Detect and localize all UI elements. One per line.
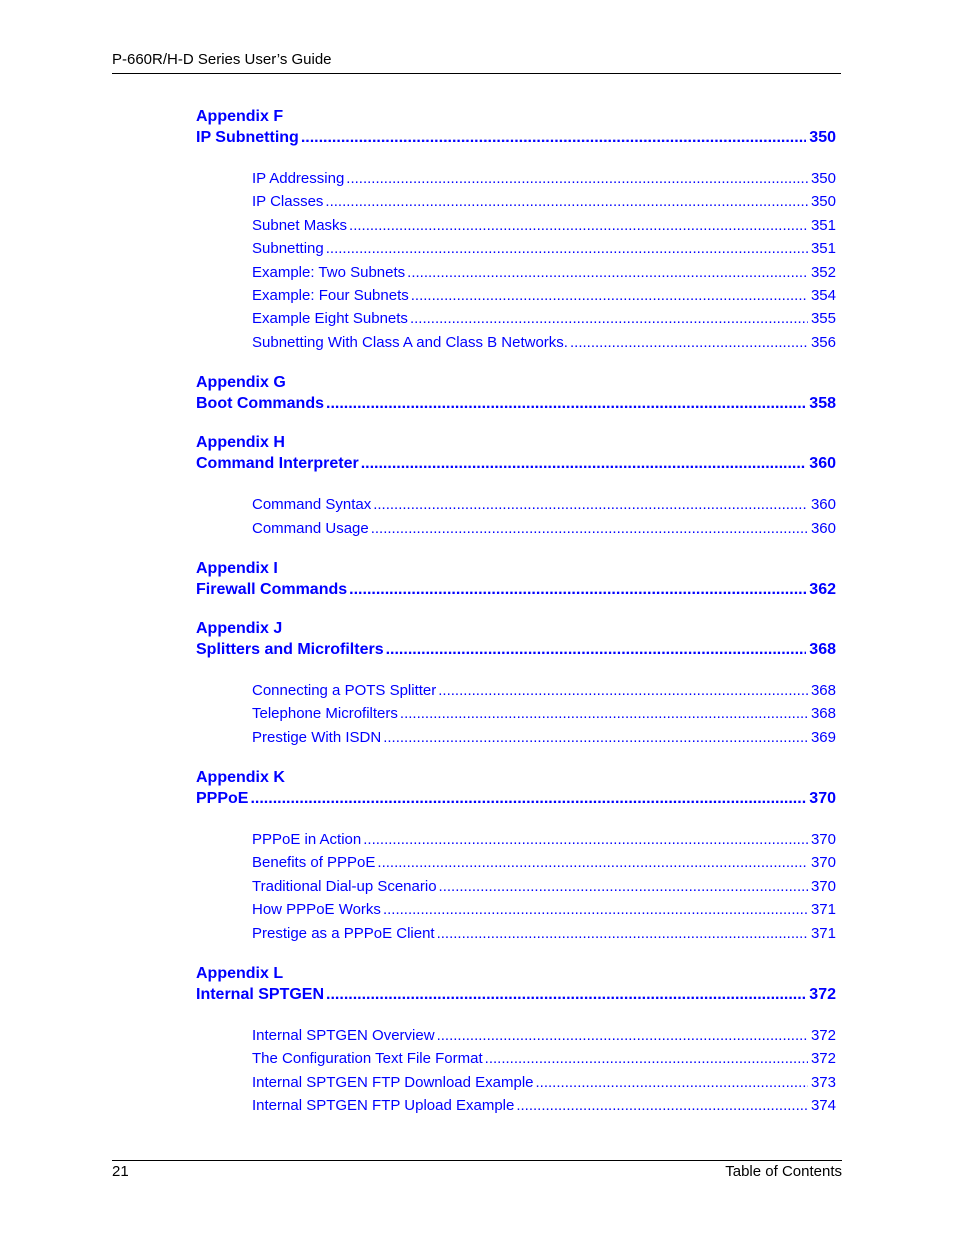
toc-entry-link[interactable] [252,1094,836,1117]
dot-leader [363,828,808,851]
toc-entry-link[interactable] [252,167,836,190]
toc-entry-link[interactable] [252,726,836,749]
toc-entry-page-number: 371 [810,901,836,919]
toc-entry-page-number: 350 [810,193,836,211]
dot-leader [349,214,808,237]
dot-leader [400,702,808,725]
toc-entry-title: Subnetting [252,240,324,258]
dot-leader [373,493,808,516]
toc-entry-list [252,1024,836,1118]
dot-leader [346,167,808,190]
toc-entry-link[interactable] [252,898,836,921]
appendix-page-number: 360 [809,455,836,473]
appendix-title-link[interactable] [196,579,836,600]
dot-leader [437,922,808,945]
appendix-title: Internal SPTGEN [196,986,325,1004]
toc-entry-page-number: 372 [810,1050,836,1068]
toc-entry-page-number: 360 [810,519,836,537]
toc-entry-title: Internal SPTGEN FTP Download Example [252,1073,534,1091]
dot-leader [383,898,808,921]
dot-leader [536,1071,808,1094]
toc-appendix-block [196,107,836,354]
toc-entry-link[interactable] [252,237,836,260]
dot-leader [438,679,808,702]
toc-entry-title: Example: Four Subnets [252,286,409,304]
dot-leader [439,875,808,898]
toc-entry-link[interactable] [252,214,836,237]
toc-entry-title: IP Classes [252,193,324,211]
appendix-title: Firewall Commands [196,580,348,598]
toc-entry-title: Internal SPTGEN FTP Upload Example [252,1097,515,1115]
toc-entry-title: Command Syntax [252,496,372,514]
toc-entry-title: The Configuration Text File Format [252,1050,483,1068]
toc-entry-title: Benefits of PPPoE [252,854,376,872]
toc-entry-title: Traditional Dial-up Scenario [252,877,437,895]
toc-entry-page-number: 368 [810,705,836,723]
dot-leader [326,237,808,260]
toc-entry-page-number: 370 [810,854,836,872]
toc-appendix-block [196,433,836,540]
dot-leader [349,579,806,600]
toc-entry-page-number: 374 [810,1097,836,1115]
dot-leader [371,517,808,540]
appendix-label[interactable]: Appendix G [196,374,286,392]
dot-leader [386,639,807,660]
toc-entry-page-number: 368 [810,681,836,699]
dot-leader [411,284,808,307]
page-header [112,51,841,74]
appendix-label[interactable]: Appendix J [196,619,283,637]
toc-appendix-block [196,373,836,414]
toc-entry-page-number: 371 [810,924,836,942]
toc-entry-link[interactable] [252,493,836,516]
dot-leader [485,1047,808,1070]
appendix-page-number: 372 [809,986,836,1004]
toc-entry-title: Subnetting With Class A and Class B Networks. [252,333,568,351]
toc-entry-page-number: 356 [810,333,836,351]
toc-entry-list [252,167,836,354]
toc-entry-link[interactable] [252,307,836,330]
appendix-label[interactable]: Appendix K [196,769,285,787]
toc-entry-page-number: 352 [810,263,836,281]
toc-entry-link[interactable] [252,922,836,945]
toc-entry-link[interactable] [252,875,836,898]
toc-entry-page-number: 370 [810,831,836,849]
toc-entry-page-number: 372 [810,1027,836,1045]
dot-leader [570,331,808,354]
appendix-label[interactable]: Appendix I [196,559,278,577]
toc-entry-title: Prestige as a PPPoE Client [252,924,435,942]
dot-leader [361,453,807,474]
appendix-page-number: 370 [809,790,836,808]
dot-leader [377,851,808,874]
appendix-label[interactable]: Appendix F [196,108,284,125]
appendix-title-link[interactable] [196,453,836,474]
dot-leader [516,1094,808,1117]
toc-entry-list [252,828,836,945]
toc-entry-page-number: 373 [810,1073,836,1091]
appendix-title: Boot Commands [196,395,324,413]
toc-entry-link[interactable] [252,284,836,307]
appendix-title-link[interactable] [196,639,836,660]
dot-leader [326,984,806,1005]
toc-entry-link[interactable] [252,702,836,725]
toc-entry-page-number: 370 [810,877,836,895]
appendix-title-link[interactable] [196,788,836,809]
page-footer [112,1160,842,1180]
page-number: 21 [112,1163,129,1180]
toc-entry-page-number: 350 [810,170,836,187]
dot-leader [250,788,806,809]
appendix-label[interactable]: Appendix H [196,434,285,452]
toc-entry-link[interactable] [252,1047,836,1070]
appendix-title: PPPoE [196,790,249,808]
toc-entry-link[interactable] [252,679,836,702]
toc-entry-link[interactable] [252,1071,836,1094]
toc-appendix-block [196,559,836,600]
section-name: Table of Contents [725,1163,842,1180]
appendix-page-number: 358 [809,395,836,413]
toc-entry-page-number: 351 [810,216,836,234]
toc-entry-link[interactable] [252,517,836,540]
toc-entry-page-number: 354 [810,286,836,304]
dot-leader [325,190,808,213]
guide-title: P-660R/H-D Series User’s Guide [112,51,332,68]
toc-entry-page-number: 369 [810,728,836,746]
toc-entry-title: IP Addressing [252,170,345,187]
toc-appendix-block [196,768,836,945]
appendix-title-link[interactable] [196,127,836,148]
toc-entry-title: Example: Two Subnets [252,263,406,281]
appendix-title: Splitters and Microfilters [196,640,384,658]
toc-entry-title: Example Eight Subnets [252,310,408,328]
appendix-title: IP Subnetting [196,129,299,146]
dot-leader [326,393,806,414]
toc-entry-title: Prestige With ISDN [252,728,382,746]
toc-entry-title: Connecting a POTS Splitter [252,681,437,699]
toc-appendix-block [196,619,836,749]
appendix-title: Command Interpreter [196,455,359,473]
toc-entry-link[interactable] [252,331,836,354]
toc-entry-list [252,493,836,540]
dot-leader [301,127,806,148]
toc-entry-list [252,679,836,749]
toc-entry-link[interactable] [252,828,836,851]
appendix-page-number: 368 [809,640,836,658]
dot-leader [437,1024,808,1047]
appendix-page-number: 362 [809,580,836,598]
dot-leader [407,261,808,284]
toc-entry-page-number: 360 [810,496,836,514]
toc-entry-title: Subnet Masks [252,216,348,234]
appendix-page-number: 350 [809,129,836,146]
toc-entry-title: Telephone Microfilters [252,705,398,723]
toc-entry-page-number: 355 [810,310,836,328]
toc-appendix-block [196,964,836,1118]
toc-entry-link[interactable] [252,190,836,213]
toc-entry-title: How PPPoE Works [252,901,381,919]
dot-leader [410,307,808,330]
toc-entry-link[interactable] [252,261,836,284]
appendix-title-link[interactable] [196,393,836,414]
appendix-label[interactable]: Appendix L [196,965,284,983]
toc-entry-title: Internal SPTGEN Overview [252,1027,435,1045]
toc-entry-title: PPPoE in Action [252,831,362,849]
table-of-contents [196,107,836,1137]
toc-entry-link[interactable] [252,851,836,874]
appendix-title-link[interactable] [196,984,836,1005]
toc-entry-link[interactable] [252,1024,836,1047]
dot-leader [383,726,808,749]
toc-entry-title: Command Usage [252,519,369,537]
toc-entry-page-number: 351 [810,240,836,258]
